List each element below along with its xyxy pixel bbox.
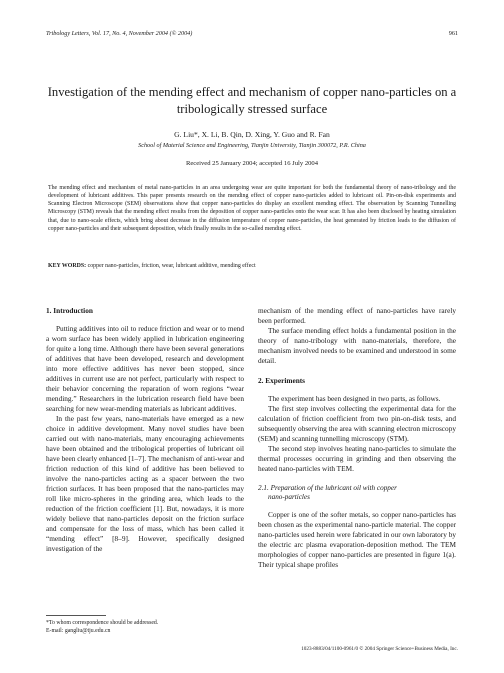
intro-paragraph-2: In the past few years, nano-materials have emerged as a new choice in additive development. Many novel studies have been carried out with nano-materials, many encouraging achievements have been obtained and the tribological properties of lubricant oil have been clearly enhanced [1–7]. The mechanism of anti-wear and friction reduction of this kind of additive has been believed to involve the nano-particles acting as a spacer between the two friction surfaces. It has been proposed that the nano-particles may roll like micro-spheres in the grinding area, which leads to the reduction of the friction coefficient [1]. But, nowadays, it is more widely believe that nano-particles deposit on the friction surface and compensate for the loss of mass, which has been called it “mending effect” [8–9]. However, specifically designed investigation of the (46, 414, 244, 553)
subsection-heading-line-1: 2.1. Preparation of the lubricant oil with copper (258, 484, 397, 492)
intro-paragraph-continued: mechanism of the mending effect of nano-particles have rarely been performed. (258, 306, 456, 325)
section-heading-experiments: 2. Experiments (258, 376, 306, 385)
journal-citation: Tribology Letters, Vol. 17, No. 4, November 2004 (© 2004) (46, 30, 193, 37)
keywords (48, 262, 456, 270)
right-column (258, 306, 456, 570)
affiliation: School of Material Science and Engineering, Tianjin University, Tianjin 300072, P.R. China (138, 142, 366, 149)
page-number: 961 (448, 30, 458, 37)
paper-title: Investigation of the mending effect and mechanism of copper nano-particles on a tribologically stressed surface (47, 85, 457, 116)
intro-paragraph-1: Putting additives into oil to reduce friction and wear or to mend a worn surface has been widely applied in lubrication engineering for quite a long time. Although there have been several generations of additives that have been developed, research and development into more effective additives has never been stopped, since additives in current use are not perfect, particularly with respect to their behavior concerning the reparation of worn regions “wear mending.” Researchers in the lubrication research field have been searching for new wear-mending materials as lubricant additives. (46, 324, 244, 413)
author-list: G. Liu*, X. Li, B. Qin, D. Xing, Y. Guo and R. Fan (174, 130, 330, 139)
intro-paragraph-3: The surface mending effect holds a fundamental position in the theory of nano-tribology with nano-materials, therefore, the mechanism involved needs to be examined and understood in some detail. (258, 326, 456, 365)
footnote (46, 619, 244, 635)
abstract: The mending effect and mechanism of metal nano-particles in an area undergoing wear are quite important for both the fundamental theory of nano-tribology and the development of lubricant additives. This paper presents research on the mending effect of copper nano-particles added to lubricant oil. Pin-on-disk experiments and Scanning Electron Microscope (SEM) observations show that copper nano-particles do display an excellent mending effect. The observation by Scanning Tunnelling Microscopy (STM) reveals that the mending effect results from the deposition of copper nano-particles onto the wear scar. It has also been disclosed by heating simulation that, due to nano-scale effects, which bring about decrease in the diffusion temperature of copper nano-particles, the heat generated by friction leads to the diffusion of copper nano-particles and their subsequent deposition, which finally results in the so-called mending effect. (48, 185, 456, 232)
footnote-email: E-mail: gangliu@tju.edu.cn (46, 628, 111, 634)
received-date: Received 25 January 2004; accepted 16 July 2004 (185, 160, 319, 167)
preparation-paragraph: Copper is one of the softer metals, so copper nano-particles has been chosen as the experimental nano-particle material. The copper nano-particles used herein were fabricated in our own laboratory by the electric arc plasma evaporation-deposition method. The TEM morphologies of copper nano-particles are presented in figure 1(a). Their typical shape profiles (258, 510, 456, 569)
experiments-paragraph-3: The second step involves heating nano-particles to simulate the thermal processes occurring in grinding and then observing the heated nano-particles with TEM. (258, 444, 456, 473)
keywords-text: copper nano-particles, friction, wear, lubricant additive, mending effect (87, 263, 256, 269)
footnote-correspondence: *To whom correspondence should be addressed. (46, 620, 159, 626)
subsection-heading-line-2: nano-particles (268, 493, 310, 501)
running-head (46, 30, 458, 37)
footnote-divider (46, 615, 106, 616)
experiments-paragraph-1: The experiment has been designed in two parts, as follows. (268, 394, 441, 403)
keywords-label: KEY WORDS: (48, 263, 87, 269)
left-column (46, 306, 244, 554)
experiments-paragraph-2: The first step involves collecting the experimental data for the calculation of friction coefficient from two pin-on-disk tests, and subsequently observing the area with scanning electron microscopy (SEM) and scanning tunnelling microscopy (STM). (258, 404, 456, 443)
copyright-line: 1023-8883/04/1100-0961/0 © 2004 Springer Science+Business Media, Inc. (301, 646, 458, 652)
subsection-heading-2-1 (258, 484, 456, 502)
section-heading-introduction: 1. Introduction (46, 306, 93, 315)
